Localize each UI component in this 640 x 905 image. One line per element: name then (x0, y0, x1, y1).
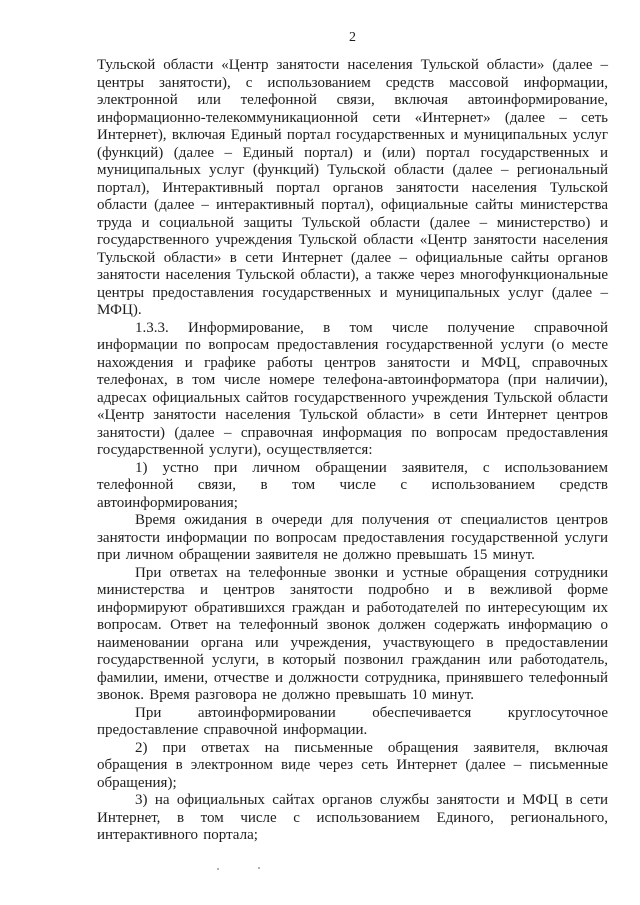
paragraph-wait-time: Время ожидания в очереди для получения от специалистов центров занятости информации по вопросам предоставления государственной услуги при личном обращении заявителя не должно превышать 15 минут. (97, 512, 608, 563)
paragraph-phone-answers: При ответах на телефонные звонки и устные обращения сотрудники министерства и центров занятости подробно и в вежливой форме информируют обратившихся граждан и работодателей по интересующим их вопросам. Ответ на телефонный звонок должен содержать информацию о наименовании органа или учреждения, участвующего в предоставлении государственной услуги, в который позвонил гражданин или работодатель, фамилии, имени, отчестве и должности сотрудника, принявшего телефонный звонок. Время разговора не должно превышать 10 минут. (97, 564, 608, 703)
paragraph-item-1: 1) устно при личном обращении заявителя, с использованием телефонной связи, в том числе с использованием средств автоинформирования; (97, 459, 608, 511)
page-number: 2 (349, 30, 356, 45)
scan-artifact (258, 867, 260, 869)
document-body (97, 57, 608, 845)
paragraph-autoinforming: При автоинформировании обеспечивается круглосуточное предоставление справочной информации. (97, 704, 608, 738)
paragraph-item-2: 2) при ответах на письменные обращения заявителя, включая обращения в электронном виде через сеть Интернет (далее – письменные обращения); (97, 739, 608, 791)
scan-artifact (217, 868, 219, 870)
paragraph-item-3: 3) на официальных сайтах органов службы занятости и МФЦ в сети Интернет, в том числе с использованием Единого, регионального, интерактивного портала; (97, 792, 608, 843)
paragraph-1-3-3: 1.3.3. Информирование, в том числе получение справочной информации по вопросам предоставления государственной услуги (о месте нахождения и графике работы центров занятости и МФЦ, справочных телефонах, в том числе номере телефона-автоинформатора (при наличии), адресах официальных сайтов государственного учреждения Тульской области «Центр занятости населения Тульской области» в сети Интернет центров занятости) (далее – справочная информация по вопросам предоставления государственной услуги), осуществляется: (97, 319, 608, 458)
paragraph-continuation: Тульской области «Центр занятости населения Тульской области» (далее – центры занятости), с использованием средств массовой информации, электронной или телефонной связи, включая автоинформирование, информационно-телекоммуникационной сети «Интернет» (далее – сеть Интернет), включая Единый портал государственных и муниципальных услуг (функций) (далее – Единый портал) и (или) портал государственных и муниципальных услуг (функций) Тульской области (далее – региональный портал), Интерактивный портал органов занятости населения Тульской области (далее – интерактивный портал), официальные сайты министерства труда и социальной защиты Тульской области (далее – министерство) и государственного учреждения Тульской области «Центр занятости населения Тульской области» в сети Интернет (далее – официальные сайты органов занятости населения Тульской области), а также через многофункциональные центры предоставления государственных и муниципальных услуг (далее – МФЦ). (97, 57, 608, 318)
